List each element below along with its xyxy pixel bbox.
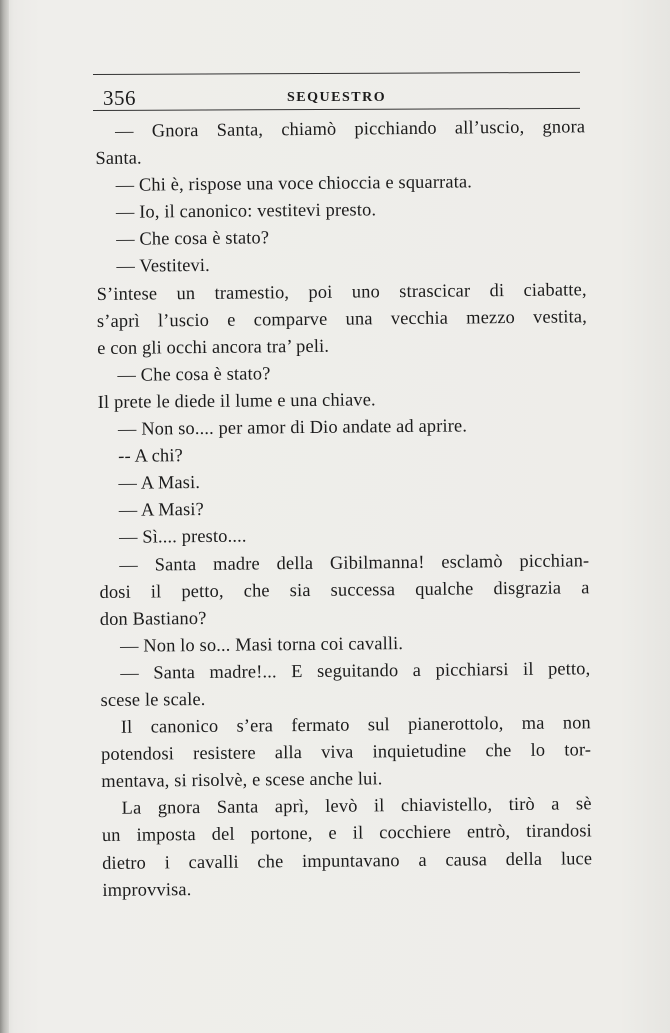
- text-line: -- A chi?: [118, 445, 184, 466]
- text-line: — A Masi?: [118, 499, 204, 521]
- text-line: don Bastiano?: [99, 607, 207, 629]
- text-line: Il canonico s’era fermato sul pianerottolo, ma non: [120, 712, 591, 737]
- text-line: La gnora Santa aprì, levò il chiavistello, tirò a sè: [121, 793, 592, 819]
- text-line: Santa.: [95, 147, 142, 169]
- text-line: S’intese un tramestio, poi uno strascicar di ciabatte,: [96, 278, 587, 304]
- text-line: s’aprì l’uscio e comparve una vecchia mezzo vestita,: [96, 305, 588, 331]
- text-line: — Vestitevi.: [116, 255, 210, 277]
- text-line: un imposta del portone, e il cocchiere entrò, tirandosi: [101, 820, 592, 846]
- text-line: improvvisa.: [102, 878, 192, 900]
- text-line: — Sì.... presto....: [118, 525, 247, 548]
- text-line: Il prete le diede il lume e una chiave.: [97, 389, 376, 412]
- text-line: — Non lo so... Masi torna coi cavalli.: [119, 632, 404, 656]
- text-line: — Santa madre!... E seguitando a picchiarsi il petto,: [120, 658, 591, 683]
- text-line: — Santa madre della Gibilmanna! esclamò picchian-: [119, 549, 590, 575]
- text-line: — Gnora Santa, chiamò picchiando all’uscio, gnora: [115, 116, 586, 141]
- body-text: [95, 113, 593, 903]
- text-line: — A Masi.: [118, 472, 201, 494]
- running-head: SEQUESTRO: [287, 90, 387, 105]
- header-rule-top: [93, 72, 580, 75]
- text-line: — Che cosa è stato?: [117, 363, 271, 385]
- text-line: — Io, il canonico: vestitevi presto.: [115, 199, 377, 223]
- text-line: dietro i cavalli che impuntavano a causa della luce: [102, 847, 593, 873]
- text-line: potendosi resistere alla viva inquietudine che lo tor-: [101, 739, 592, 765]
- text-line: — Chi è, rispose una voce chioccia e squarrata.: [115, 171, 473, 195]
- text-line: — Non so.... per amor di Dio andate ad aprire.: [117, 415, 468, 439]
- header-rule-bottom: [93, 108, 580, 111]
- text-line: scese le scale.: [100, 688, 206, 710]
- text-line: e con gli occhi ancora tra’ peli.: [97, 335, 330, 358]
- text-line: dosi il petto, che sia successa qualche disgrazia a: [99, 576, 590, 602]
- page-number: 356: [103, 86, 136, 110]
- page-binding-edge: [0, 0, 9, 1033]
- text-line: mentava, si risolvè, e scese anche lui.: [101, 768, 383, 792]
- text-line: — Che cosa è stato?: [116, 227, 270, 250]
